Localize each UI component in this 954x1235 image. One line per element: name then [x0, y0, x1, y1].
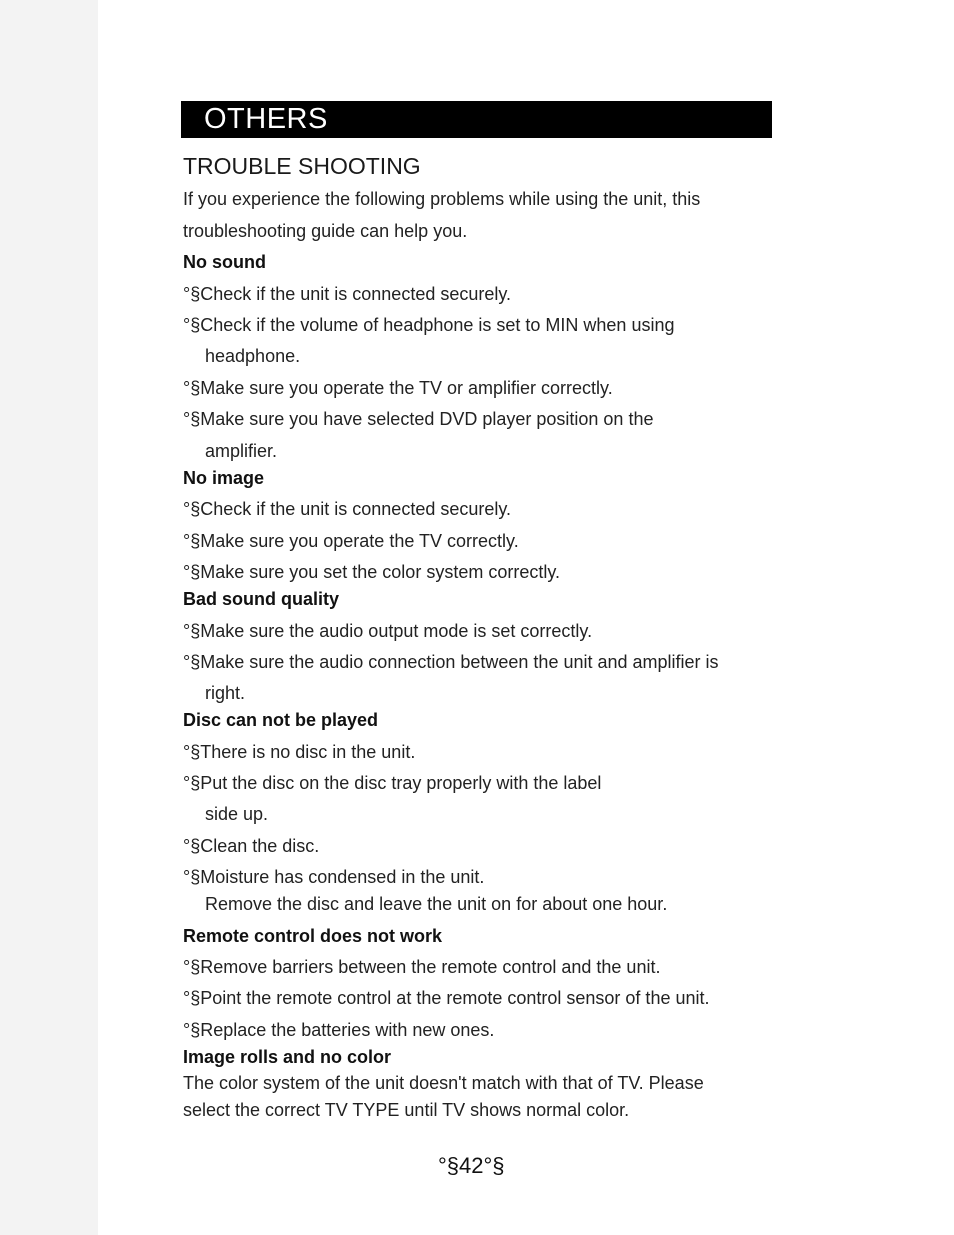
solution-line: °§Check if the unit is connected securely. [183, 499, 512, 519]
solution-line: The color system of the unit doesn't match with that of TV. Please [183, 1073, 704, 1093]
intro-line: troubleshooting guide can help you. [183, 221, 468, 241]
solution-line: °§Make sure you operate the TV correctly. [183, 531, 519, 551]
solution-line-continued: headphone. [205, 346, 301, 366]
solution-line: °§Make sure the audio connection between the unit and amplifier is [183, 652, 719, 672]
solution-line-continued: amplifier. [205, 441, 278, 461]
problem-heading-no-image: No image [183, 468, 265, 488]
section-header-title: OTHERS [204, 103, 328, 135]
solution-line-continued: side up. [205, 804, 269, 824]
solution-line: select the correct TV TYPE until TV shows normal color. [183, 1100, 630, 1120]
problem-heading-bad-sound: Bad sound quality [183, 589, 340, 609]
solution-line-continued: Remove the disc and leave the unit on for about one hour. [205, 894, 668, 914]
solution-line: °§Moisture has condensed in the unit. [183, 867, 485, 887]
solution-line: °§Replace the batteries with new ones. [183, 1020, 495, 1040]
intro-line: If you experience the following problems while using the unit, this [183, 189, 701, 209]
solution-line-continued: right. [205, 683, 246, 703]
solution-line: °§Put the disc on the disc tray properly with the label [183, 773, 602, 793]
problem-heading-disc: Disc can not be played [183, 710, 379, 730]
problem-heading-image-rolls: Image rolls and no color [183, 1047, 392, 1067]
page-number: °§42°§ [438, 1153, 505, 1178]
page-title: TROUBLE SHOOTING [183, 153, 421, 179]
solution-line: °§Make sure you operate the TV or amplifier correctly. [183, 378, 613, 398]
problem-heading-no-sound: No sound [183, 252, 266, 272]
problem-heading-remote: Remote control does not work [183, 926, 443, 946]
solution-line: °§Make sure you have selected DVD player position on the [183, 409, 654, 429]
solution-line: °§Remove barriers between the remote control and the unit. [183, 957, 661, 977]
solution-line: °§Check if the unit is connected securely. [183, 284, 512, 304]
solution-line: °§Check if the volume of headphone is set to MIN when using [183, 315, 675, 335]
section-header-bar [181, 101, 772, 138]
solution-line: °§There is no disc in the unit. [183, 742, 416, 762]
solution-line: °§Point the remote control at the remote control sensor of the unit. [183, 988, 710, 1008]
solution-line: °§Make sure you set the color system correctly. [183, 562, 560, 582]
solution-line: °§Clean the disc. [183, 836, 320, 856]
solution-line: °§Make sure the audio output mode is set correctly. [183, 621, 593, 641]
